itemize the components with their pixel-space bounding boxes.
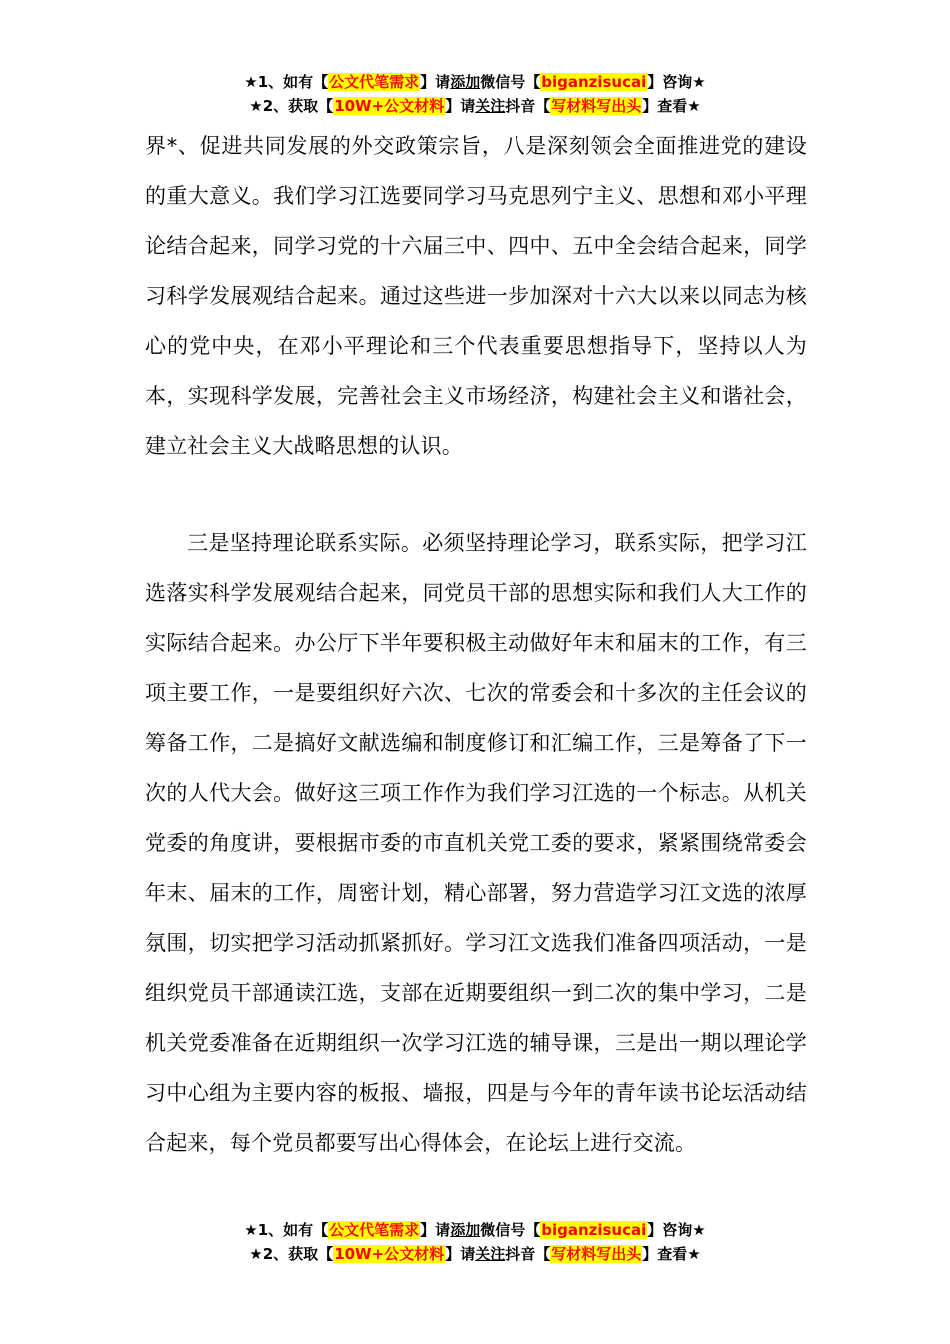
bottom-banner-line-1-highlight-service: 公文代笔需求 bbox=[329, 1221, 420, 1239]
banner-line-1-underline: 添加 bbox=[450, 73, 481, 91]
banner-line-2-mid2: 抖音【 bbox=[505, 97, 551, 115]
bottom-banner-line-2-suffix: 】查看★ bbox=[642, 1245, 701, 1263]
bottom-banner-line-1-mid: 】请 bbox=[420, 1221, 451, 1239]
banner-line-1-suffix: 】咨询★ bbox=[647, 73, 706, 91]
banner-line-1-highlight-service: 公文代笔需求 bbox=[329, 73, 420, 91]
banner-line-1-mid: 】请 bbox=[420, 73, 451, 91]
top-banner bbox=[0, 70, 950, 118]
bottom-banner bbox=[0, 1218, 950, 1266]
banner-line-2-highlight-douyin: 写材料写出头 bbox=[551, 97, 642, 115]
bottom-banner-line-1-mid2: 微信号【 bbox=[480, 1221, 541, 1239]
banner-line-1-mid2: 微信号【 bbox=[480, 73, 541, 91]
banner-line-1 bbox=[0, 70, 950, 94]
bottom-banner-line-2-prefix: ★2、获取【 bbox=[249, 1245, 334, 1263]
bottom-banner-line-2 bbox=[0, 1242, 950, 1266]
banner-line-2-suffix: 】查看★ bbox=[642, 97, 701, 115]
bottom-banner-line-1-suffix: 】咨询★ bbox=[647, 1221, 706, 1239]
bottom-banner-line-1-highlight-wechat: biganzisucai bbox=[541, 1221, 647, 1239]
banner-line-2-prefix: ★2、获取【 bbox=[249, 97, 334, 115]
bottom-banner-line-2-underline: 关注 bbox=[475, 1245, 506, 1263]
body-paragraph-2: 三是坚持理论联系实际。必须坚持理论学习，联系实际，把学习江选落实科学发展观结合起来，同党员干部的思想实际和我们人大工作的实际结合起来。办公厅下半年要积极主动做好年末和届末的工作，有三项主要工作，一是要组织好六次、七次的常委会和十多次的主任会议的筹备工作，二是搞好文献选编和制度修订和汇编工作，三是筹备了下一次的人代大会。做好这三项工作作为我们学习江选的一个标志。从机关党委的角度讲，要根据市委的市直机关党工委的要求，紧紧围绕常委会年末、届末的工作，周密计划，精心部署，努力营造学习江文选的浓厚氛围，切实把学习活动抓紧抓好。学习江文选我们准备四项活动，一是组织党员干部通读江选，支部在近期要组织一到二次的集中学习，二是机关党委准备在近期组织一次学习江选的辅导课，三是出一期以理论学习中心组为主要内容的板报、墙报，四是与今年的青年读书论坛活动结合起来，每个党员都要写出心得体会，在论坛上进行交流。 bbox=[145, 531, 807, 1155]
body-paragraph-1: 界*、促进共同发展的外交政策宗旨，八是深刻领会全面推进党的建设的重大意义。我们学习江选要同学习马克思列宁主义、思想和邓小平理论结合起来，同学习党的十六届三中、四中、五中全会结合起来，同学习科学发展观结合起来。通过这些进一步加深对十六大以来以同志为核心的党中央，在邓小平理论和三个代表重要思想指导下，坚持以人为本，实现科学发展，完善社会主义市场经济，构建社会主义和谐社会，建立社会主义大战略思想的认识。 bbox=[145, 134, 807, 458]
banner-line-2 bbox=[0, 94, 950, 118]
bottom-banner-line-2-mid2: 抖音【 bbox=[505, 1245, 551, 1263]
bottom-banner-line-2-highlight-materials: 10W+公文材料 bbox=[334, 1245, 445, 1263]
banner-line-2-underline: 关注 bbox=[475, 97, 506, 115]
bottom-banner-line-1-prefix: ★1、如有【 bbox=[244, 1221, 329, 1239]
bottom-banner-line-2-highlight-douyin: 写材料写出头 bbox=[551, 1245, 642, 1263]
banner-line-2-highlight-materials: 10W+公文材料 bbox=[334, 97, 445, 115]
bottom-banner-line-1-underline: 添加 bbox=[450, 1221, 481, 1239]
bottom-banner-line-1 bbox=[0, 1218, 950, 1242]
banner-line-2-mid: 】请 bbox=[445, 97, 476, 115]
banner-line-1-highlight-wechat: biganzisucai bbox=[541, 73, 647, 91]
banner-line-1-prefix: ★1、如有【 bbox=[244, 73, 329, 91]
bottom-banner-line-2-mid: 】请 bbox=[445, 1245, 476, 1263]
